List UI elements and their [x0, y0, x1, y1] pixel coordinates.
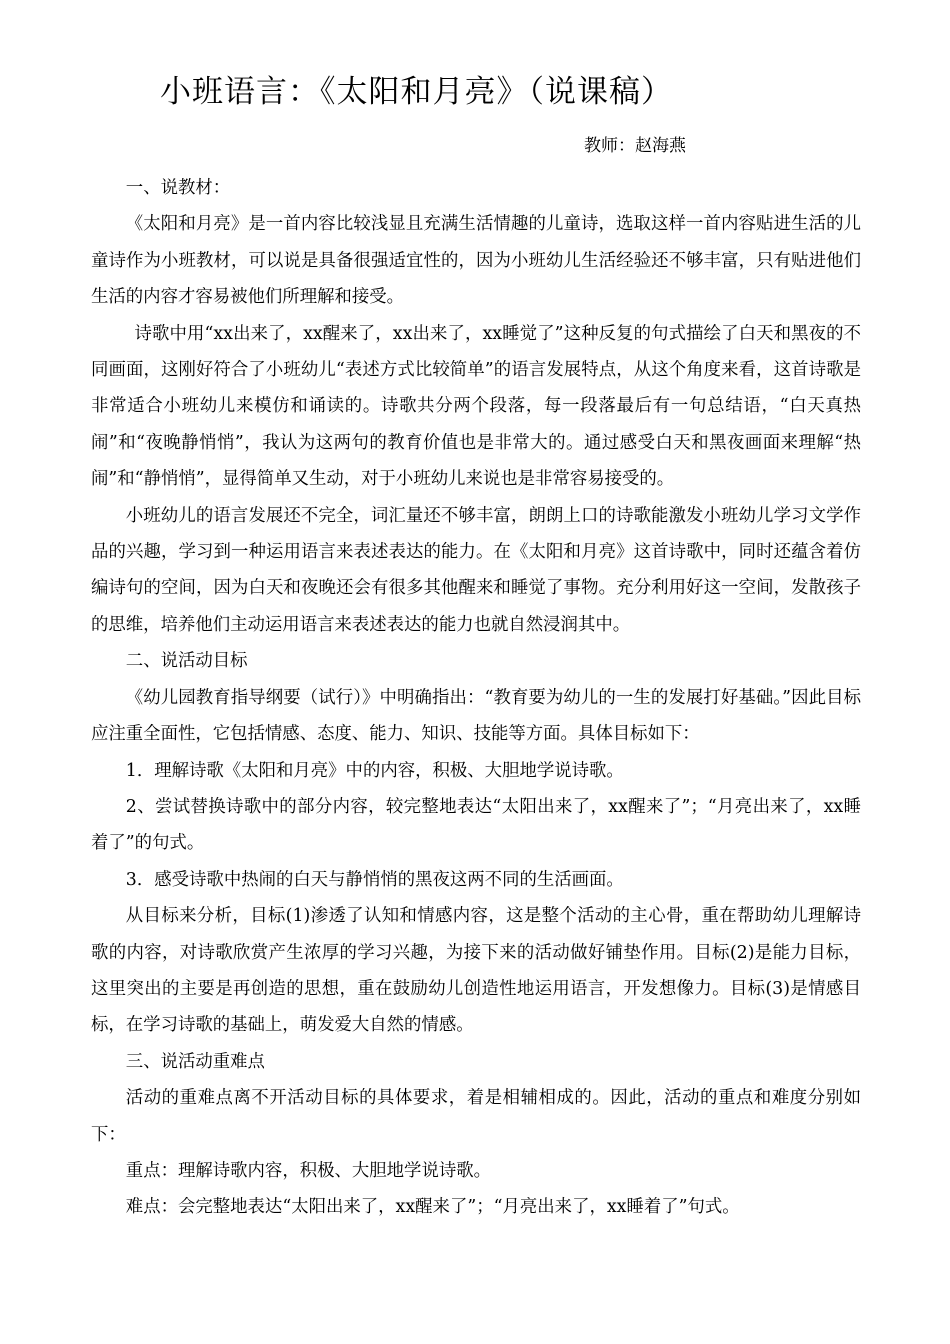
- goal-item-3: 3．感受诗歌中热闹的白天与静悄悄的黑夜这两不同的生活画面。: [125, 869, 624, 890]
- section-heading-key-points: 三、说活动重难点: [125, 1051, 265, 1072]
- document-body: [91, 170, 861, 1226]
- goal-item-2: 2、尝试替换诗歌中的部分内容，较完整地表达“太阳出来了，xx醒来了”；“月亮出来了，xx睡着了”的句式。: [91, 796, 861, 854]
- section-heading-activity-goals: 二、说活动目标: [125, 651, 248, 672]
- document-title: 小班语言：《太阳和月亮》（说课稿）: [160, 74, 673, 110]
- key-point: 重点：理解诗歌内容，积极、大胆地学说诗歌。: [125, 1160, 492, 1181]
- difficult-point: 难点：会完整地表达“太阳出来了，xx醒来了”；“月亮出来了，xx睡着了”句式。: [125, 1197, 740, 1218]
- goal-item-1: 1．理解诗歌《太阳和月亮》中的内容，积极、大胆地学说诗歌。: [125, 760, 624, 781]
- paragraph: 小班幼儿的语言发展还不完全，词汇量还不够丰富，朗朗上口的诗歌能激发小班幼儿学习文学作品的兴趣，学习到一种运用语言来表述表达的能力。在《太阳和月亮》这首诗歌中，同时还蕴含着仿编诗句的空间，因为白天和夜晚还会有很多其他醒来和睡觉了事物。充分利用好这一空间，发散孩子的思维，培养他们主动运用语言来表述表达的能力也就自然浸润其中。: [91, 505, 861, 635]
- paragraph: 从目标来分析，目标(1)渗透了认知和情感内容，这是整个活动的主心骨，重在帮助幼儿理解诗歌的内容，对诗歌欣赏产生浓厚的学习兴趣，为接下来的活动做好铺垫作用。目标(2)是能力目标，这里突出的主要是再创造的思想，重在鼓励幼儿创造性地运用语言，开发想像力。目标(3)是情感目标，在学习诗歌的基础上，萌发爱大自然的情感。: [91, 906, 861, 1036]
- section-heading-teaching-material: 一、说教材：: [125, 178, 231, 198]
- paragraph: 《太阳和月亮》是一首内容比较浅显且充满生活情趣的儿童诗，选取这样一首内容贴进生活的儿童诗作为小班教材，可以说是具备很强适宜性的，因为小班幼儿生活经验还不够丰富，只有贴进他们生活的内容才容易被他们所理解和接受。: [91, 214, 861, 308]
- paragraph: 活动的重难点离不开活动目标的具体要求，着是相辅相成的。因此，活动的重点和难度分别如下：: [91, 1088, 861, 1145]
- paragraph: 《幼儿园教育指导纲要（试行）》中明确指出：“教育要为幼儿的一生的发展打好基础。”因此目标应注重全面性，它包括情感、态度、能力、知识、技能等方面。具体目标如下：: [91, 687, 861, 745]
- paragraph: 诗歌中用“xx出来了，xx醒来了，xx出来了，xx睡觉了”这种反复的句式描绘了白天和黑夜的不同画面，这刚好符合了小班幼儿“表述方式比较简单”的语言发展特点，从这个角度来看，这首诗歌是非常适合小班幼儿来模仿和诵读的。诗歌共分两个段落，每一段落最后有一句总结语，“白天真热闹”和“夜晚静悄悄”，我认为这两句的教育价值也是非常大的。通过感受白天和黑夜画面来理解“热闹”和“静悄悄”，显得简单又生动，对于小班幼儿来说也是非常容易接受的。: [91, 323, 861, 490]
- author-line: 教师：赵海燕: [584, 136, 686, 156]
